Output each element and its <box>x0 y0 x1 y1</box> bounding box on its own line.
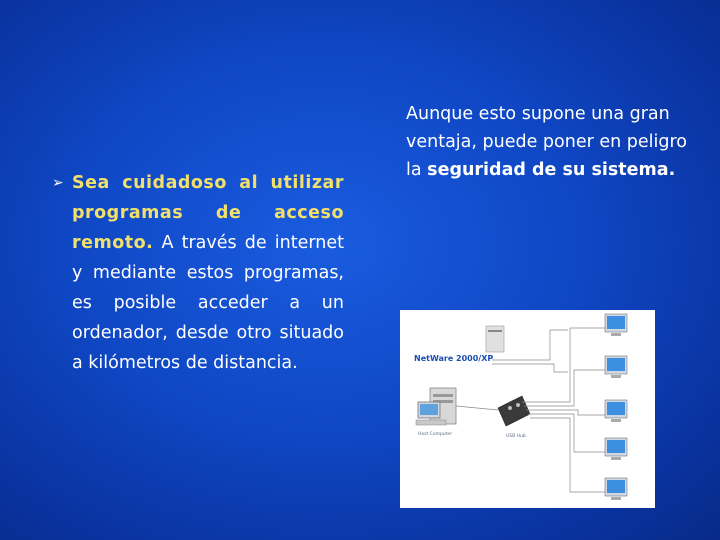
monitor-icon <box>605 400 627 422</box>
server-unit <box>486 326 504 352</box>
right-text-bold: seguridad de su sistema <box>427 160 669 180</box>
monitor-icon <box>605 314 627 336</box>
host-computer-label: Host Computer <box>418 432 453 437</box>
monitor-icon <box>605 478 627 500</box>
logo-text: NetWare 2000/XP <box>414 354 494 363</box>
usb-hub-label: USB Hub <box>506 434 526 439</box>
netware-logo <box>414 352 493 364</box>
network-diagram-svg <box>400 310 655 508</box>
bullet-text <box>72 168 344 378</box>
highlight-text: Sea cuidadoso al utilizar programas de acceso remoto. <box>72 173 344 253</box>
right-text-body: Aunque esto supone una gran ventaja, puede poner en peligro la <box>406 104 687 180</box>
right-text-end: . <box>668 160 676 180</box>
bullet-item <box>52 168 344 378</box>
monitor-icon <box>605 356 627 378</box>
body-text: A través de internet y mediante estos programas, es posible acceder a un ordenador, desde otro situado a kilómetros de distancia. <box>72 233 344 373</box>
right-paragraph <box>406 100 696 184</box>
bullet-arrow-icon: ➢ <box>52 175 64 191</box>
usb-hub-icon <box>498 396 530 439</box>
monitor-icon <box>605 438 627 460</box>
computer-icon <box>416 388 456 437</box>
connection-lines <box>456 328 605 492</box>
network-diagram <box>400 310 655 508</box>
